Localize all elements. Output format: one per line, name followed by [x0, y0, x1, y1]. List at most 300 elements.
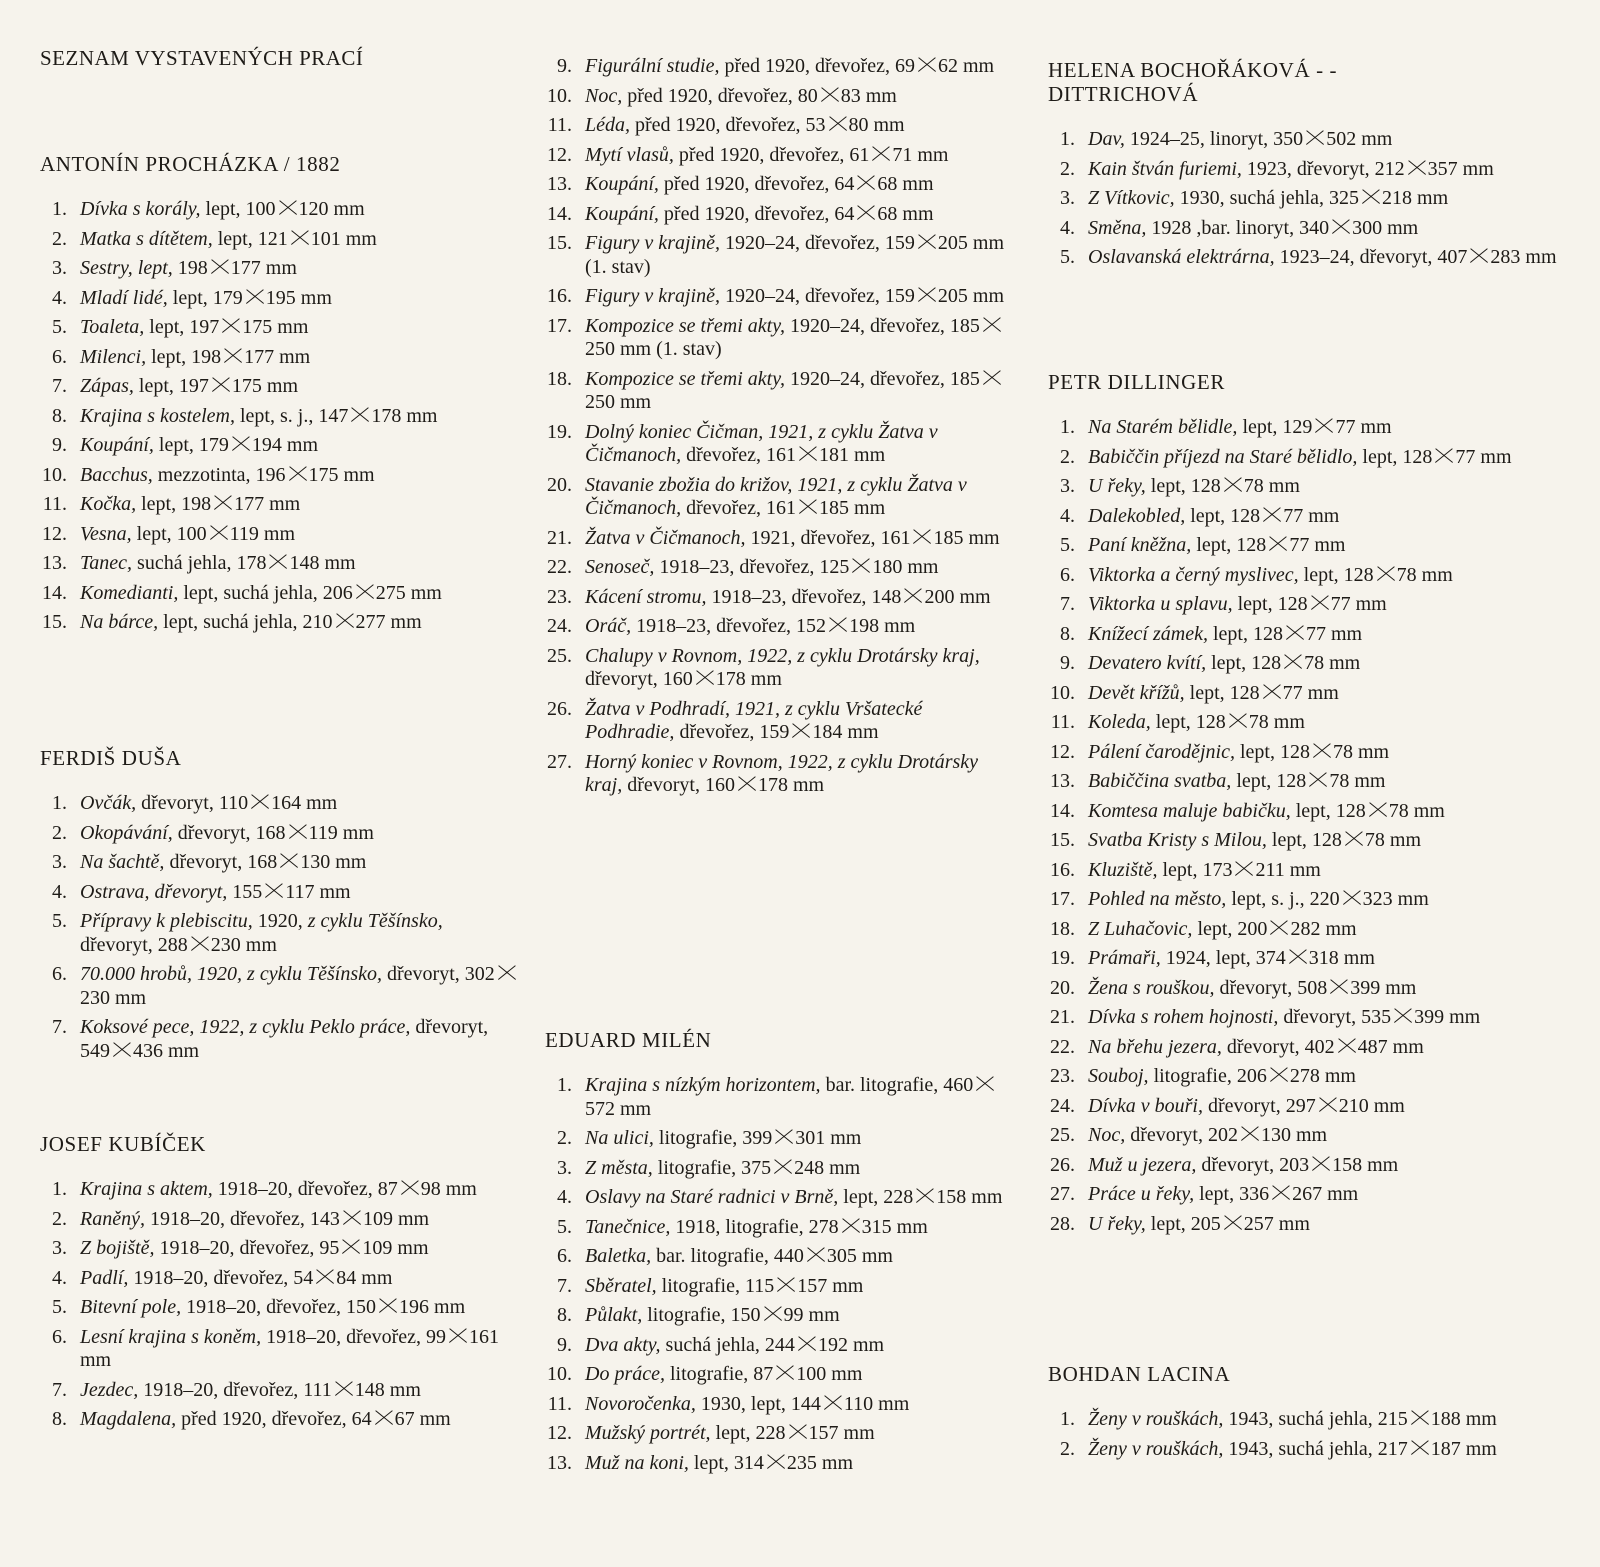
- work-entry: [545, 1334, 1015, 1358]
- entry-number: 5.: [557, 1215, 572, 1238]
- entry-title: Stavanie zbožia do križov, 1921, z cyklu Žatva v Čičmanoch,: [585, 473, 967, 519]
- entry-title: Lesní krajina s koněm,: [80, 1325, 262, 1348]
- dimension-cross-icon: [981, 369, 1002, 386]
- entry-number: 27.: [1050, 1183, 1075, 1205]
- entry-title: Matka s dítětem,: [80, 227, 213, 250]
- entry-number: 3.: [52, 1237, 67, 1259]
- dimension-cross-icon: [870, 145, 891, 162]
- entry-title: Ženy v rouškách,: [1088, 1408, 1224, 1430]
- dimension-cross-icon: [981, 316, 1002, 333]
- dimension-cross-icon: [736, 775, 757, 792]
- entry-title: Viktorka a černý myslivec,: [1088, 563, 1299, 586]
- entry-details: dřevoryt, 168 130 mm: [164, 851, 367, 873]
- entry-details: 1930, lept, 144 110 mm: [695, 1392, 910, 1415]
- entry-title: Figury v krajině,: [585, 232, 720, 254]
- dimension-cross-icon: [1270, 1184, 1291, 1201]
- artist-section-dusa: [40, 746, 520, 1069]
- entry-title: Sběratel,: [585, 1274, 657, 1297]
- dimension-cross-icon: [1304, 129, 1325, 146]
- entry-title: Devatero kvítí,: [1088, 652, 1207, 674]
- entry-details: 1918–20, dřevořez, 111 148 mm: [138, 1378, 421, 1401]
- entry-details: lept, 198 177 mm: [146, 345, 311, 368]
- entry-title: Baletka,: [585, 1245, 652, 1267]
- dimension-cross-icon: [796, 1335, 817, 1352]
- dimension-cross-icon: [775, 1276, 796, 1293]
- work-entry: [40, 611, 520, 635]
- dimension-cross-icon: [373, 1409, 394, 1426]
- dimension-cross-icon: [765, 1453, 786, 1470]
- dimension-cross-icon: [1222, 1214, 1243, 1231]
- work-entry: [40, 257, 520, 281]
- dimension-cross-icon: [210, 376, 231, 393]
- work-entry: [40, 1379, 520, 1403]
- entry-title: Muž u jezera,: [1088, 1153, 1197, 1176]
- entry-details: litografie, 87 100 mm: [664, 1363, 863, 1385]
- dimension-cross-icon: [278, 852, 299, 869]
- entry-number: 13.: [42, 552, 67, 574]
- entry-details: lept, 173 211 mm: [1157, 858, 1321, 881]
- dimension-cross-icon: [377, 1297, 398, 1314]
- entry-details: 1918–20, dřevořez, 54 84 mm: [128, 1266, 393, 1289]
- entry-title: Muž na koni,: [585, 1451, 689, 1474]
- dimension-cross-icon: [787, 1423, 808, 1440]
- dimension-cross-icon: [111, 1041, 132, 1058]
- dimension-cross-icon: [1341, 889, 1362, 906]
- artist-section-milen: [545, 1028, 1015, 1481]
- work-entry: [1048, 593, 1568, 617]
- work-entry: [40, 881, 520, 905]
- entry-title: Na břehu jezera,: [1088, 1035, 1222, 1058]
- entry-title: Ostrava, dřevoryt,: [80, 880, 228, 903]
- entry-details: před 1920, dřevořez, 69 62 mm: [719, 55, 995, 77]
- work-entry: [1048, 1095, 1568, 1119]
- work-entry: [40, 1178, 520, 1202]
- entry-number: 4.: [52, 286, 67, 309]
- entry-details: 1920,: [252, 910, 308, 932]
- work-entry: [545, 586, 1015, 610]
- entry-number: 12.: [42, 522, 67, 545]
- entry-title: Babiččin příjezd na Staré bělidlo,: [1088, 445, 1358, 468]
- works-list: [1048, 128, 1568, 270]
- dimension-cross-icon: [212, 494, 233, 511]
- entry-title: Zápas,: [80, 375, 134, 397]
- dimension-cross-icon: [1367, 801, 1388, 818]
- entry-details: 1930, suchá jehla, 325 218 mm: [1174, 187, 1449, 209]
- entry-title: Koupání,: [80, 434, 154, 456]
- entry-number: 3.: [1060, 187, 1075, 209]
- entry-title: Kompozice se třemi akty,: [585, 314, 785, 337]
- entry-details: lept, 128 77 mm: [1185, 504, 1340, 527]
- entry-details: lept, 128 78 mm: [1298, 563, 1453, 586]
- entry-title: Mytí vlasů,: [585, 143, 674, 166]
- entry-number: 8.: [52, 1408, 67, 1430]
- page-title: SEZNAM VYSTAVENÝCH PRACÍ: [40, 46, 364, 70]
- artist-section-kubicek-continued: [545, 55, 1015, 804]
- entry-number: 13.: [547, 1451, 572, 1474]
- dimension-cross-icon: [694, 669, 715, 686]
- dimension-cross-icon: [1409, 1409, 1430, 1426]
- entry-number: 10.: [547, 1363, 572, 1385]
- entry-number: 10.: [547, 84, 572, 107]
- dimension-cross-icon: [277, 199, 298, 216]
- work-entry: [40, 552, 520, 576]
- entry-title: Dalekobled,: [1088, 504, 1186, 527]
- work-entry: [1048, 1183, 1568, 1207]
- work-entry: [545, 645, 1015, 692]
- dimension-cross-icon: [774, 1364, 795, 1381]
- work-entry: [1048, 1124, 1568, 1148]
- entry-details: lept, 197 175 mm: [144, 316, 309, 338]
- entry-title: Figury v krajině,: [585, 285, 720, 307]
- entry-details: litografie, 206 278 mm: [1148, 1065, 1356, 1087]
- entry-number: 6.: [1060, 563, 1075, 586]
- entry-details: lept, 100 119 mm: [131, 522, 296, 545]
- dimension-cross-icon: [827, 115, 848, 132]
- entry-title: Sestry, lept,: [80, 257, 173, 279]
- dimension-cross-icon: [1261, 506, 1282, 523]
- works-list: [40, 792, 520, 1063]
- entry-number: 2.: [52, 227, 67, 250]
- work-entry: [545, 315, 1015, 362]
- entry-title: Oslavanská elektrárna,: [1088, 246, 1275, 268]
- dimension-cross-icon: [1330, 218, 1351, 235]
- entry-title: Dívka v bouři,: [1088, 1094, 1203, 1117]
- entry-number: 17.: [547, 314, 572, 337]
- entry-number: 17.: [1050, 888, 1075, 910]
- dimension-cross-icon: [230, 435, 251, 452]
- work-entry: [1048, 1154, 1568, 1178]
- entry-title: Z města,: [585, 1156, 653, 1179]
- entry-number: 23.: [547, 585, 572, 608]
- work-entry: [1048, 1438, 1568, 1462]
- entry-details: lept, 128 78 mm: [1206, 652, 1361, 674]
- work-entry: [1048, 158, 1568, 182]
- entry-number: 22.: [1050, 1035, 1075, 1058]
- entry-number: 8.: [1060, 622, 1075, 645]
- entry-number: 1.: [52, 198, 67, 220]
- dimension-cross-icon: [1409, 1439, 1430, 1456]
- entry-title: Z Vítkovic,: [1088, 187, 1175, 209]
- entry-number: 3.: [52, 851, 67, 873]
- work-entry: [40, 405, 520, 429]
- work-entry: [1048, 1065, 1568, 1089]
- entry-details: dřevořez, 161 185 mm: [681, 497, 886, 519]
- entry-title: Noc,: [585, 84, 623, 107]
- entry-number: 1.: [1060, 416, 1075, 438]
- dimension-cross-icon: [287, 823, 308, 840]
- dimension-cross-icon: [1233, 860, 1254, 877]
- dimension-cross-icon: [341, 1209, 362, 1226]
- entry-number: 4.: [52, 1266, 67, 1289]
- entry-details: lept, 121 101 mm: [212, 227, 377, 250]
- dimension-cross-icon: [1311, 742, 1332, 759]
- entry-details: 1918–20, dřevořez, 95 109 mm: [154, 1237, 429, 1259]
- entry-details: lept, 128 78 mm: [1266, 829, 1422, 851]
- entry-number: 3.: [1060, 475, 1075, 497]
- entry-details: litografie, 150 99 mm: [642, 1304, 840, 1326]
- entry-title: Bitevní pole,: [80, 1296, 182, 1318]
- dimension-cross-icon: [772, 1158, 793, 1175]
- artist-name: BOHDAN LACINA: [1048, 1362, 1231, 1386]
- entry-number: 1.: [1060, 1408, 1075, 1430]
- entry-title-continued: z cyklu Těšínsko,: [307, 910, 443, 932]
- entry-number: 24.: [547, 615, 572, 637]
- entry-number: 24.: [1050, 1094, 1075, 1117]
- dimension-cross-icon: [840, 1217, 861, 1234]
- artist-name: FERDIŠ DUŠA: [40, 746, 182, 770]
- dimension-cross-icon: [1222, 476, 1243, 493]
- entry-title: Senoseč,: [585, 556, 655, 578]
- entry-details: lept, 100 120 mm: [200, 198, 365, 220]
- dimension-cross-icon: [334, 612, 355, 629]
- entry-number: 2.: [1060, 157, 1075, 180]
- entry-title: Pohled na město,: [1088, 888, 1227, 910]
- entry-details: 198 177 mm: [172, 257, 297, 279]
- entry-title: Na Starém bělidle,: [1088, 416, 1238, 438]
- entry-number: 2.: [1060, 1437, 1075, 1460]
- work-entry: [1048, 446, 1568, 470]
- dimension-cross-icon: [974, 1075, 995, 1092]
- entry-number: 9.: [557, 1333, 572, 1356]
- dimension-cross-icon: [819, 86, 840, 103]
- dimension-cross-icon: [827, 616, 848, 633]
- dimension-cross-icon: [1287, 948, 1308, 965]
- dimension-cross-icon: [790, 722, 811, 739]
- entry-details: 1943, suchá jehla, 217 187 mm: [1223, 1437, 1497, 1460]
- entry-title: Raněný,: [80, 1207, 145, 1230]
- entry-details: 1918, litografie, 278 315 mm: [670, 1215, 928, 1238]
- entry-details: lept, 314 235 mm: [688, 1451, 854, 1474]
- work-entry: [1048, 564, 1568, 588]
- work-entry: [1048, 1213, 1568, 1237]
- entry-details: lept, 128 78 mm: [1231, 770, 1386, 792]
- entry-details: 1928 ,bar. linoryt, 340 300 mm: [1146, 216, 1419, 239]
- entry-details: 1943, suchá jehla, 215 188 mm: [1223, 1408, 1497, 1430]
- entry-number: 6.: [557, 1245, 572, 1267]
- entry-title: Ovčák,: [80, 792, 137, 814]
- entry-details: suchá jehla, 178 148 mm: [132, 552, 356, 574]
- entry-details: 1920–24, dřevořez, 159 205 mm (1. stav): [585, 232, 1005, 278]
- entry-title: Práce u řeky,: [1088, 1183, 1195, 1205]
- entry-title: Tanečnice,: [585, 1215, 671, 1238]
- entry-details: lept, s. j., 220 323 mm: [1226, 888, 1429, 910]
- entry-title: Dva akty,: [585, 1333, 661, 1356]
- dimension-cross-icon: [1261, 683, 1282, 700]
- dimension-cross-icon: [399, 1179, 420, 1196]
- entry-title: 70.000 hrobů, 1920, z cyklu Těšínsko,: [80, 963, 383, 985]
- entry-number: 14.: [1050, 799, 1075, 822]
- entry-title: Koksové pece, 1922, z cyklu Peklo práce,: [80, 1016, 411, 1038]
- entry-title: Tanec,: [80, 552, 133, 574]
- entry-number: 7.: [1060, 593, 1075, 615]
- entry-details: dřevoryt, 202 130 mm: [1125, 1124, 1328, 1146]
- entry-details: před 1920, dřevořez, 61 71 mm: [673, 143, 949, 166]
- work-entry: [40, 316, 520, 340]
- entry-title: Mladí lidé,: [80, 286, 168, 309]
- entry-details: dřevoryt, 402 487 mm: [1221, 1035, 1424, 1058]
- work-entry: [40, 822, 520, 846]
- work-entry: [545, 1186, 1015, 1210]
- entry-number: 11.: [1050, 711, 1075, 733]
- entry-number: 12.: [547, 1422, 572, 1444]
- entry-title: Magdalena,: [80, 1408, 177, 1430]
- entry-number: 22.: [547, 556, 572, 578]
- entry-title: Kočka,: [80, 493, 137, 515]
- entry-title: Žena s rouškou,: [1088, 976, 1215, 999]
- entry-details: 1921, dřevořez, 161 185 mm: [745, 526, 1000, 549]
- work-entry: [40, 287, 520, 311]
- dimension-cross-icon: [354, 583, 375, 600]
- entry-details: lept, 336 267 mm: [1194, 1183, 1359, 1205]
- entry-title: Do práce,: [585, 1363, 665, 1385]
- dimension-cross-icon: [916, 286, 937, 303]
- entry-number: 4.: [52, 880, 67, 903]
- entry-details: lept, 128 78 mm: [1235, 740, 1390, 763]
- entry-title: Z Luhačovic,: [1088, 917, 1193, 940]
- entry-number: 7.: [52, 1378, 67, 1401]
- dimension-cross-icon: [1309, 594, 1330, 611]
- dimension-cross-icon: [855, 204, 876, 221]
- works-list: [545, 55, 1015, 798]
- entry-number: 12.: [547, 143, 572, 166]
- dimension-cross-icon: [773, 1128, 794, 1145]
- work-entry: [545, 556, 1015, 580]
- entry-details: 1923, dřevoryt, 212 357 mm: [1241, 157, 1494, 180]
- dimension-cross-icon: [850, 557, 871, 574]
- dimension-cross-icon: [1375, 565, 1396, 582]
- entry-details: 1918–20, dřevořez, 143 109 mm: [144, 1207, 430, 1230]
- work-entry: [40, 198, 520, 222]
- work-entry: [545, 173, 1015, 197]
- work-entry: [1048, 217, 1568, 241]
- dimension-cross-icon: [1328, 978, 1349, 995]
- entry-title: Svatba Kristy s Milou,: [1088, 829, 1267, 851]
- dimension-cross-icon: [208, 524, 229, 541]
- dimension-cross-icon: [349, 406, 370, 423]
- entry-details: litografie, 375 248 mm: [652, 1156, 861, 1179]
- entry-title: Krajina s nízkým horizontem,: [585, 1074, 821, 1096]
- entry-number: 18.: [1050, 917, 1075, 940]
- artist-name: ANTONÍN PROCHÁZKA / 1882: [40, 152, 341, 176]
- entry-number: 20.: [1050, 976, 1075, 999]
- work-entry: [1048, 652, 1568, 676]
- dimension-cross-icon: [1239, 1125, 1260, 1142]
- entry-title: Babiččina svatba,: [1088, 770, 1232, 792]
- entry-number: 4.: [1060, 216, 1075, 239]
- dimension-cross-icon: [267, 553, 288, 570]
- entry-number: 10.: [1050, 681, 1075, 704]
- work-entry: [40, 582, 520, 606]
- work-entry: [1048, 918, 1568, 942]
- work-entry: [1048, 128, 1568, 152]
- entry-title: Komtesa maluje babičku,: [1088, 799, 1291, 822]
- work-entry: [40, 1408, 520, 1432]
- entry-number: 8.: [52, 404, 67, 427]
- work-entry: [1048, 859, 1568, 883]
- entry-details: před 1920, dřevořez, 80 83 mm: [622, 84, 897, 107]
- entry-number: 23.: [1050, 1065, 1075, 1087]
- entry-details: lept, 179 194 mm: [153, 434, 319, 456]
- entry-details: 1923–24, dřevoryt, 407 283 mm: [1274, 246, 1557, 268]
- work-entry: [545, 232, 1015, 279]
- entry-details: mezzotinta, 196 175 mm: [152, 463, 375, 486]
- entry-details: lept, 200 282 mm: [1192, 917, 1357, 940]
- entry-title: Koleda,: [1088, 711, 1151, 733]
- entry-title: Kácení stromu,: [585, 585, 707, 608]
- work-entry: [1048, 623, 1568, 647]
- artist-section-lacina: [1048, 1362, 1568, 1467]
- entry-number: 27.: [547, 750, 572, 773]
- entry-details: 155 117 mm: [227, 880, 351, 903]
- dimension-cross-icon: [220, 317, 241, 334]
- entry-number: 4.: [557, 1186, 572, 1208]
- entry-number: 13.: [547, 173, 572, 195]
- entry-title: Z bojiště,: [80, 1237, 155, 1259]
- entry-title: Na ulici,: [585, 1127, 654, 1149]
- work-entry: [1048, 977, 1568, 1001]
- entry-number: 7.: [557, 1274, 572, 1297]
- entry-number: 6.: [52, 1325, 67, 1348]
- work-entry: [40, 1208, 520, 1232]
- entry-number: 21.: [1050, 1006, 1075, 1028]
- dimension-cross-icon: [1310, 1155, 1331, 1172]
- entry-details: dřevoryt, 203 158 mm: [1196, 1153, 1399, 1176]
- entry-details: lept, suchá jehla, 206 275 mm: [178, 581, 442, 604]
- entry-details: lept, 128 77 mm: [1357, 445, 1512, 468]
- work-entry: [1048, 829, 1568, 853]
- entry-number: 21.: [547, 526, 572, 549]
- entry-number: 5.: [1060, 534, 1075, 556]
- entry-title: Směna,: [1088, 216, 1147, 239]
- entry-number: 14.: [547, 202, 572, 225]
- work-entry: [1048, 187, 1568, 211]
- dimension-cross-icon: [914, 1187, 935, 1204]
- work-entry: [545, 1393, 1015, 1417]
- works-list: [40, 1178, 520, 1432]
- entry-details: lept, 128 78 mm: [1150, 711, 1305, 733]
- work-entry: [40, 493, 520, 517]
- entry-details: dřevoryt, 549 436 mm: [80, 1016, 489, 1062]
- entry-details: před 1920, dřevořez, 64 68 mm: [658, 173, 934, 195]
- entry-number: 12.: [1050, 740, 1075, 763]
- entry-details: 1918–23, dřevořez, 152 198 mm: [631, 615, 916, 637]
- work-entry: [40, 346, 520, 370]
- work-entry: [545, 144, 1015, 168]
- entry-details: bar. litografie, 440 305 mm: [651, 1245, 893, 1267]
- work-entry: [545, 1275, 1015, 1299]
- entry-title: Na bárce,: [80, 611, 159, 633]
- entry-number: 14.: [42, 581, 67, 604]
- entry-number: 5.: [52, 910, 67, 932]
- entry-title: Léda,: [585, 114, 630, 136]
- work-entry: [545, 527, 1015, 551]
- entry-title: Oráč,: [585, 615, 632, 637]
- entry-number: 11.: [42, 493, 67, 515]
- entry-details: dřevoryt, 535 399 mm: [1278, 1006, 1481, 1028]
- entry-title: Krajina s kostelem,: [80, 404, 235, 427]
- dimension-cross-icon: [805, 1246, 826, 1263]
- entry-number: 2.: [1060, 445, 1075, 468]
- work-entry: [40, 910, 520, 957]
- entry-details: lept, 128 77 mm: [1184, 681, 1339, 704]
- work-entry: [545, 615, 1015, 639]
- dimension-cross-icon: [1336, 1037, 1357, 1054]
- entry-number: 1.: [52, 1178, 67, 1200]
- entry-title: Koupání,: [585, 173, 659, 195]
- dimension-cross-icon: [1406, 159, 1427, 176]
- work-entry: [545, 1452, 1015, 1476]
- artist-section-dillinger: [1048, 370, 1568, 1242]
